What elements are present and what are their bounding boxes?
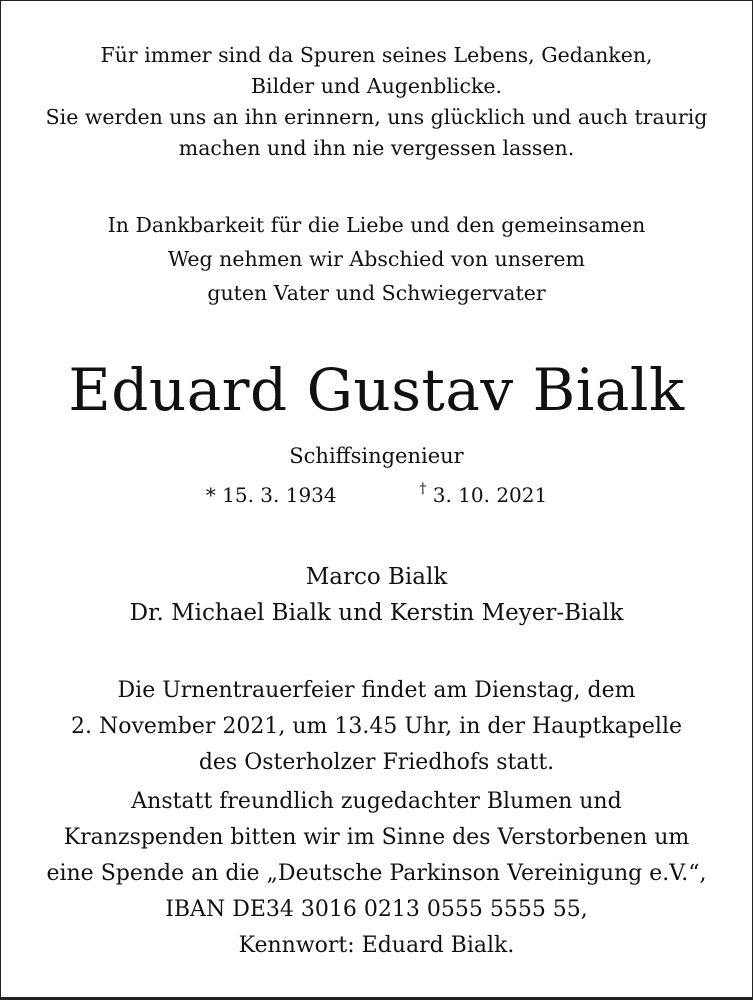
birth-symbol: * <box>205 483 216 507</box>
birth-date: 15. 3. 1934 <box>222 483 337 507</box>
death-cross-icon: † <box>419 481 427 497</box>
poem-line: Sie werden uns an ihn erinnern, uns glücklich und auch traurig <box>45 105 708 129</box>
intro-line: In Dankbarkeit für die Liebe und den gemeinsamen <box>107 213 646 237</box>
deceased-name: Eduard Gustav Bialk <box>68 356 685 424</box>
ceremony-line: Die Urnentrauerfeier findet am Dienstag, dem <box>117 678 636 703</box>
family-member: Dr. Michael Bialk und Kerstin Meyer-Bialk <box>129 600 624 626</box>
occupation: Schiffsingenieur <box>289 444 464 468</box>
poem-line: Bilder und Augenblicke. <box>250 74 503 98</box>
ceremony-line: des Osterholzer Friedhofs statt. <box>198 750 555 775</box>
life-dates <box>1 483 752 507</box>
donation-line: Kennwort: Eduard Bialk. <box>238 933 515 958</box>
intro-line: Weg nehmen wir Abschied von unserem <box>168 247 585 271</box>
family-member: Marco Bialk <box>305 564 448 590</box>
intro-line: guten Vater und Schwiegervater <box>207 281 546 305</box>
death-date: 3. 10. 2021 <box>432 483 548 507</box>
poem-line: machen und ihn nie vergessen lassen. <box>178 136 575 160</box>
donation-line: Kranzspenden bitten wir im Sinne des Verstorbenen um <box>63 825 690 850</box>
poem-line: Für immer sind da Spuren seines Lebens, Gedanken, <box>100 43 653 67</box>
donation-line: Anstatt freundlich zugedachter Blumen und <box>131 789 622 814</box>
ceremony-line: 2. November 2021, um 13.45 Uhr, in der Hauptkapelle <box>70 714 682 739</box>
donation-line: eine Spende an die „Deutsche Parkinson Vereinigung e.V.“, <box>46 861 707 886</box>
donation-line: IBAN DE34 3016 0213 0555 5555 55, <box>165 897 588 922</box>
